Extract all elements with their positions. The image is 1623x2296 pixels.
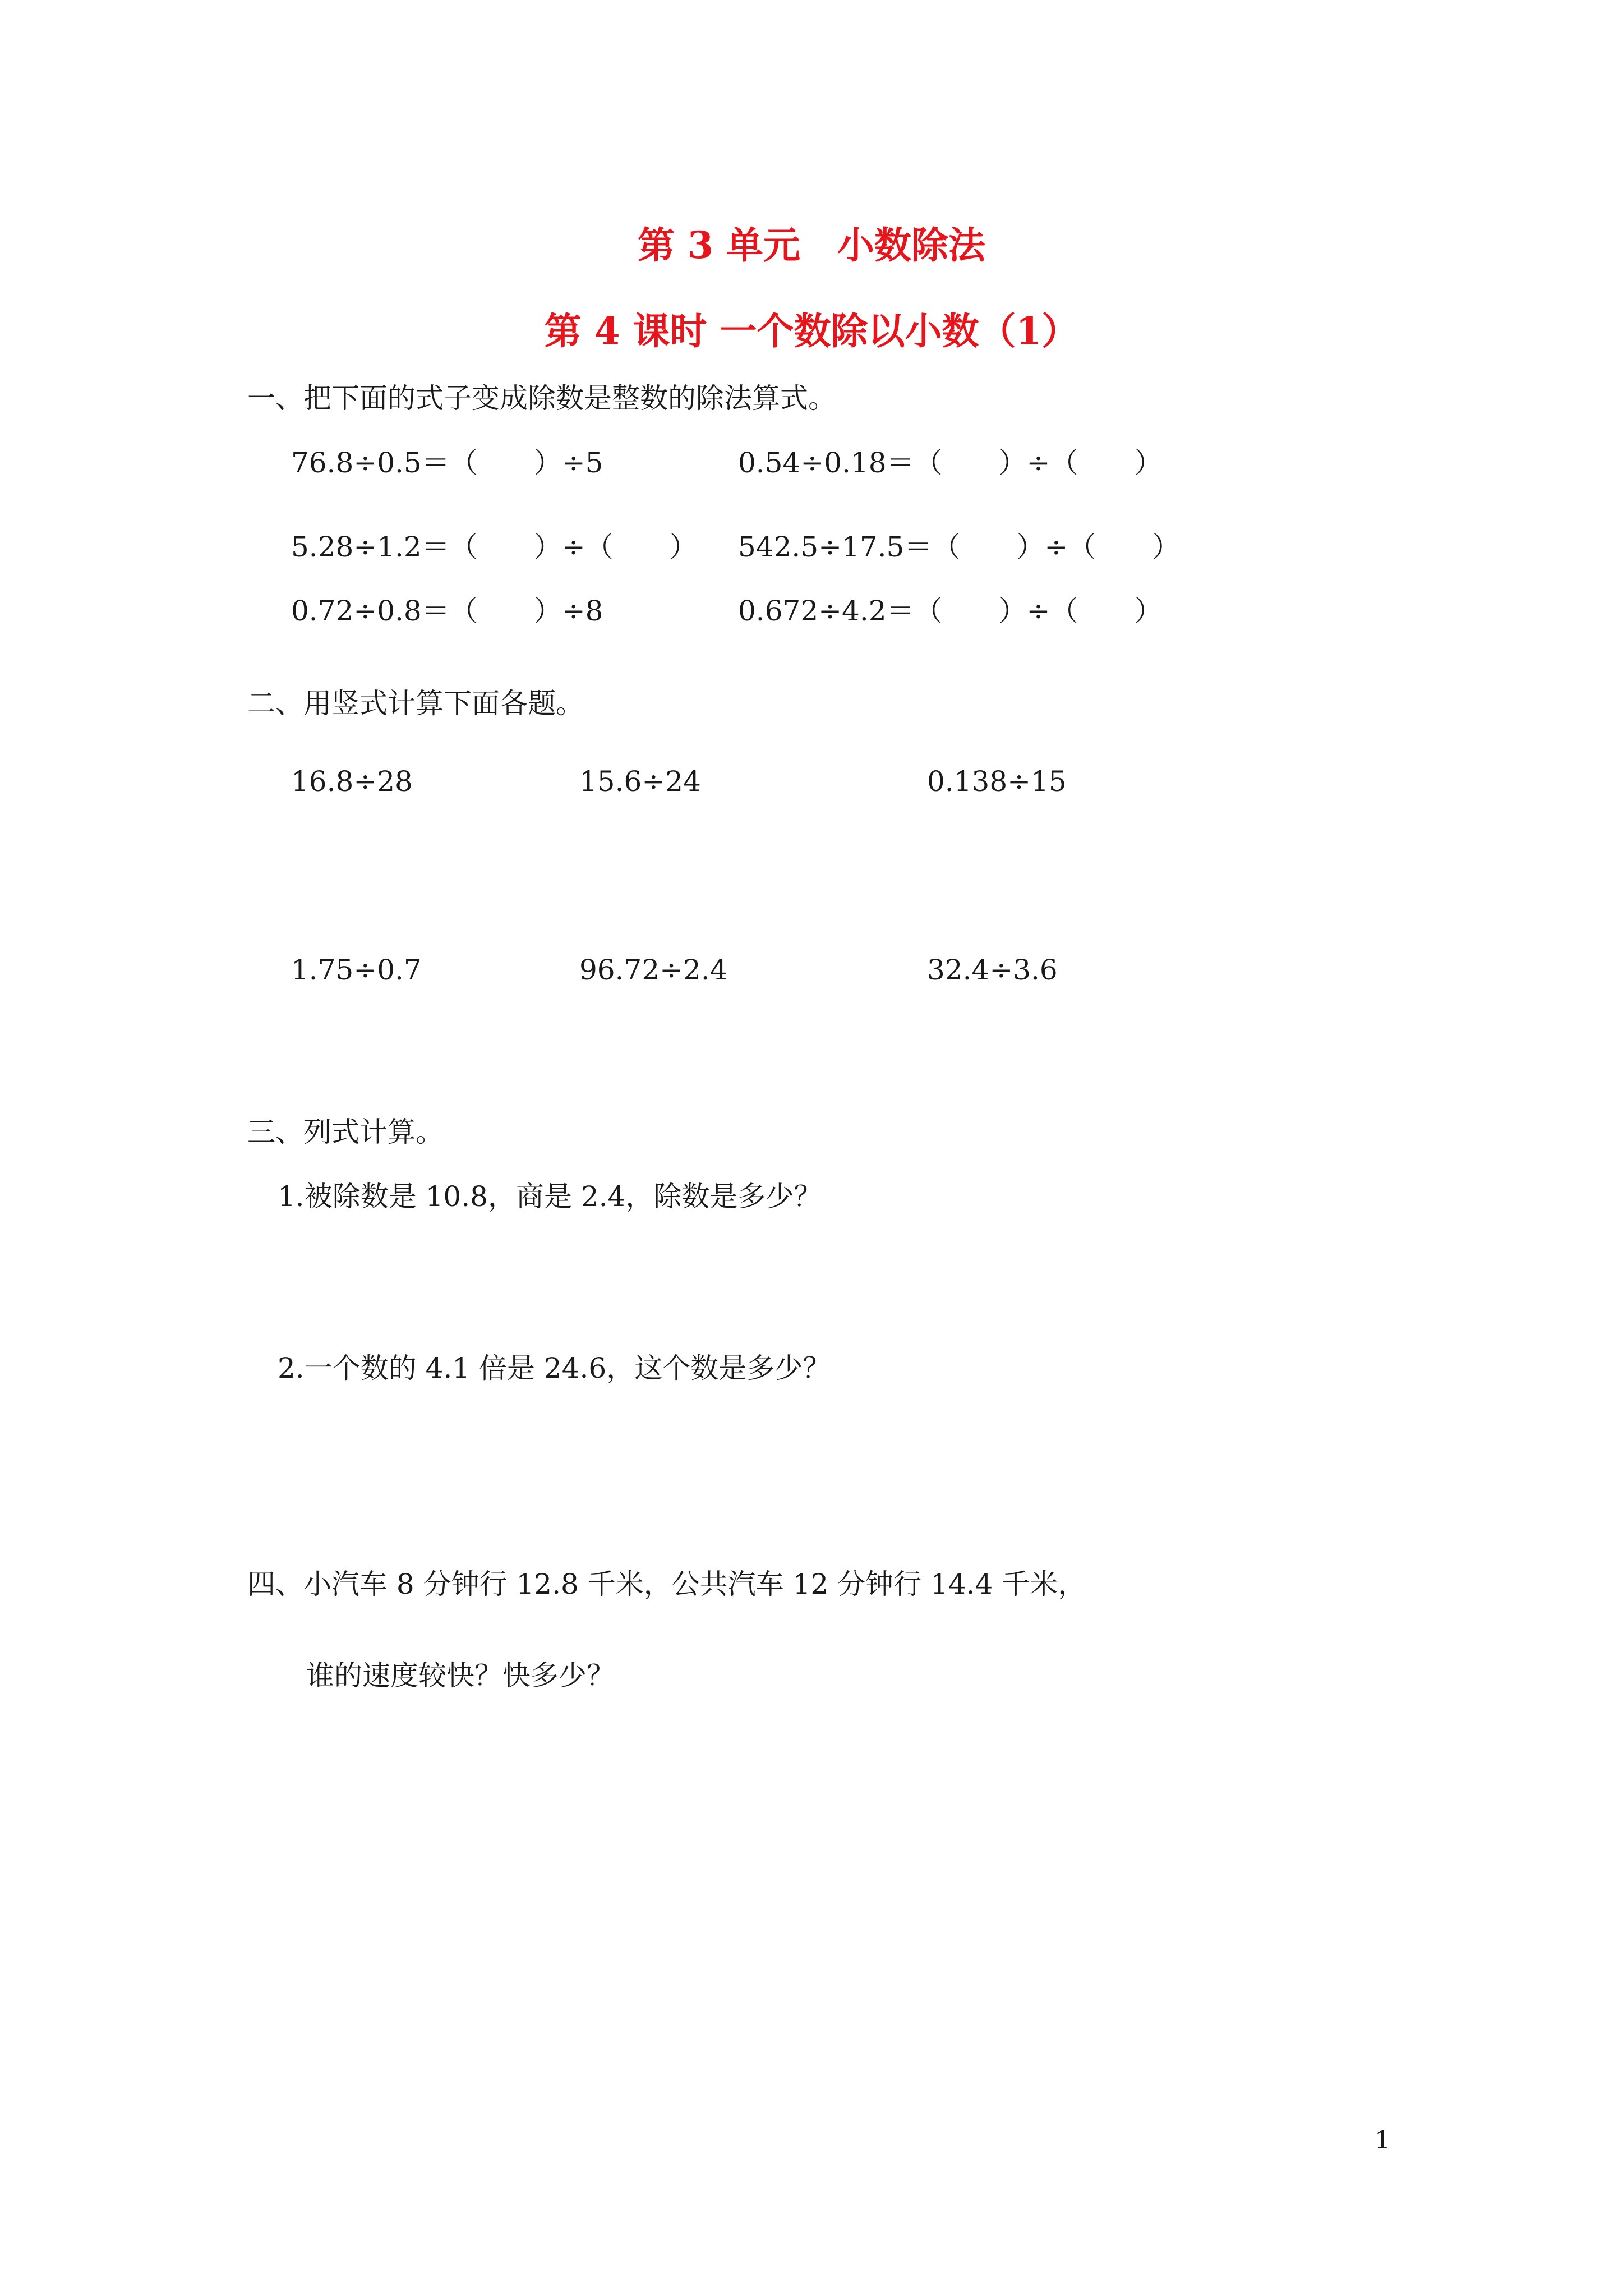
section3-heading: 三、列式计算。: [247, 1116, 444, 1148]
conversion-item: 76.8÷0.5＝（ ）÷5: [291, 447, 603, 479]
unit-title: 第 3 单元 小数除法: [638, 223, 985, 267]
section4-line2: 谁的速度较快？快多少？: [306, 1659, 615, 1692]
conversion-item: 0.672÷4.2＝（ ）÷（ ）: [738, 595, 1163, 627]
page-number: 1: [1375, 2126, 1390, 2155]
conversion-item: 5.28÷1.2＝（ ）÷（ ）: [291, 531, 698, 563]
section4-line1: 四、小汽车 8 分钟行 12.8 千米，公共汽车 12 分钟行 14.4 千米，: [247, 1568, 1086, 1600]
calculation-item: 15.6÷24: [579, 765, 701, 798]
conversion-item: 0.72÷0.8＝（ ）÷8: [291, 595, 603, 627]
calculation-item: 1.75÷0.7: [291, 954, 422, 986]
word-problem: 1.被除数是 10.8，商是 2.4，除数是多少？: [278, 1180, 822, 1213]
section1-heading: 一、把下面的式子变成除数是整数的除法算式。: [247, 382, 836, 415]
conversion-item: 542.5÷17.5＝（ ）÷（ ）: [738, 531, 1181, 563]
section2-heading: 二、用竖式计算下面各题。: [247, 687, 584, 720]
calculation-item: 16.8÷28: [291, 765, 413, 798]
calculation-item: 96.72÷2.4: [579, 954, 728, 986]
conversion-item: 0.54÷0.18＝（ ）÷（ ）: [738, 447, 1163, 479]
calculation-item: 0.138÷15: [927, 765, 1067, 798]
lesson-title: 第 4 课时 一个数除以小数（1）: [544, 309, 1079, 353]
calculation-item: 32.4÷3.6: [927, 954, 1058, 986]
word-problem: 2.一个数的 4.1 倍是 24.6，这个数是多少？: [278, 1352, 831, 1384]
